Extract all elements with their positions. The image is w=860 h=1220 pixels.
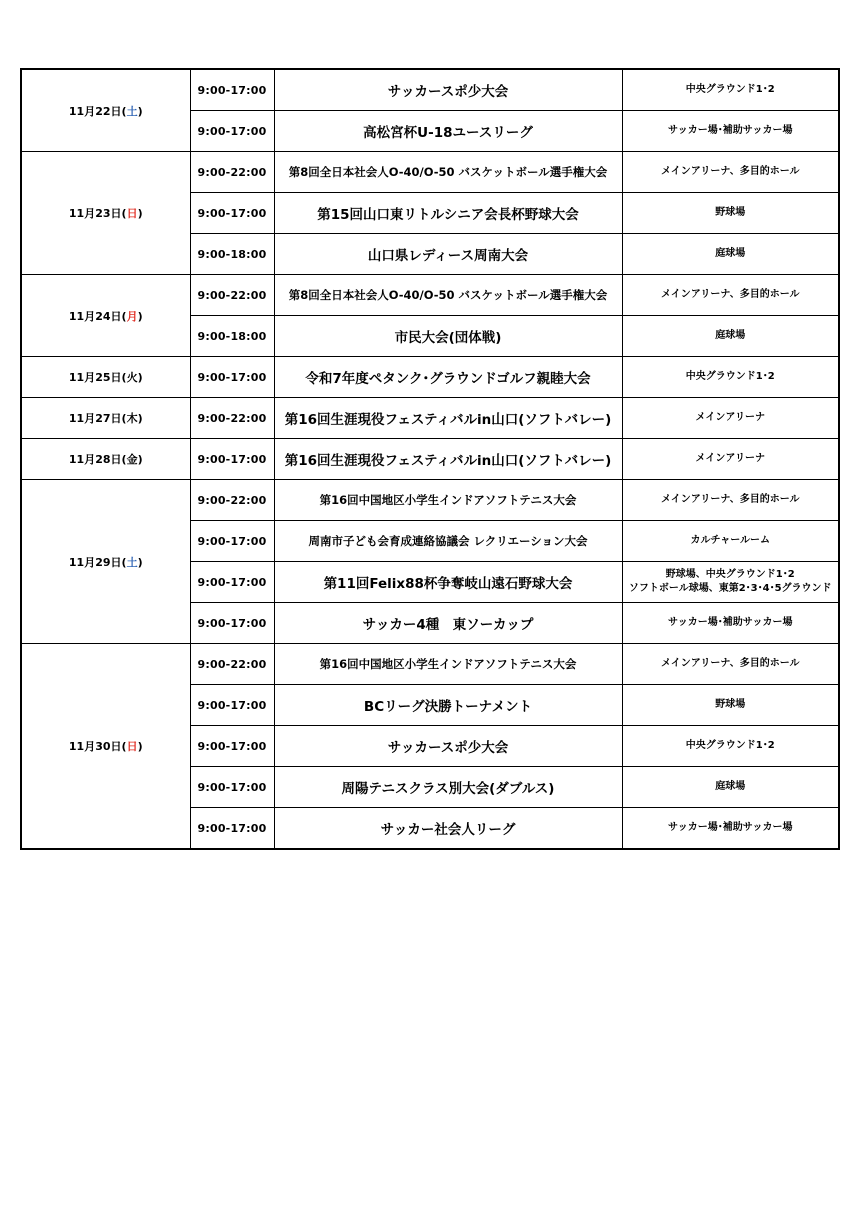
date-text: 11月29日 bbox=[68, 555, 122, 569]
venue-line: サッカー場･補助サッカー場 bbox=[667, 617, 793, 628]
time-cell: 9:00-17:00 bbox=[190, 726, 274, 767]
venue-line: メインアリーナ bbox=[695, 412, 765, 423]
date-cell bbox=[21, 357, 190, 398]
table-row bbox=[21, 357, 839, 398]
venue-line: ソフトボール球場、東第2･3･4･5グラウンド bbox=[628, 583, 832, 594]
weekday-text: 金 bbox=[126, 453, 138, 466]
schedule-body bbox=[21, 69, 839, 849]
venue-line: メインアリーナ、多目的ホール bbox=[661, 166, 800, 177]
date-cell bbox=[21, 480, 190, 644]
time-cell: 9:00-17:00 bbox=[190, 808, 274, 850]
event-name-cell: 周南市子ども会育成連絡協議会 レクリエーション大会 bbox=[274, 521, 622, 562]
time-cell: 9:00-17:00 bbox=[190, 357, 274, 398]
weekday-open-paren: ( bbox=[121, 104, 127, 118]
weekday-text: 日 bbox=[126, 740, 138, 753]
date-cell bbox=[21, 439, 190, 480]
venue-line: 中央グラウンド1･2 bbox=[685, 371, 775, 382]
venue-line: メインアリーナ、多目的ホール bbox=[661, 658, 800, 669]
venue-cell bbox=[622, 521, 839, 562]
venue-line: 野球場、中央グラウンド1･2 bbox=[665, 569, 795, 580]
venue-cell bbox=[622, 234, 839, 275]
time-cell: 9:00-18:00 bbox=[190, 234, 274, 275]
table-row bbox=[21, 480, 839, 521]
table-row bbox=[21, 69, 839, 111]
time-cell: 9:00-17:00 bbox=[190, 767, 274, 808]
weekday-text: 月 bbox=[126, 309, 138, 323]
venue-line: サッカー場･補助サッカー場 bbox=[667, 125, 793, 136]
time-cell: 9:00-17:00 bbox=[190, 69, 274, 111]
date-text: 11月23日 bbox=[68, 207, 122, 220]
venue-cell bbox=[622, 603, 839, 644]
venue-line: 中央グラウンド1･2 bbox=[685, 740, 775, 751]
venue-cell bbox=[622, 767, 839, 808]
venue-line: 中央グラウンド1･2 bbox=[685, 84, 775, 95]
weekday-open-paren: ( bbox=[121, 453, 127, 466]
table-row bbox=[21, 275, 839, 316]
venue-cell bbox=[622, 357, 839, 398]
date-cell bbox=[21, 69, 190, 152]
time-cell: 9:00-17:00 bbox=[190, 439, 274, 480]
time-cell: 9:00-17:00 bbox=[190, 521, 274, 562]
venue-line: メインアリーナ、多目的ホール bbox=[661, 494, 800, 505]
venue-cell bbox=[622, 69, 839, 111]
event-name-cell: サッカースポ少大会 bbox=[274, 69, 622, 111]
date-text: 11月28日 bbox=[68, 453, 122, 466]
weekday-close-paren: ) bbox=[137, 555, 143, 569]
venue-line: サッカー場･補助サッカー場 bbox=[667, 822, 793, 833]
table-row bbox=[21, 439, 839, 480]
venue-cell bbox=[622, 808, 839, 850]
venue-line: 野球場 bbox=[715, 699, 746, 710]
table-row bbox=[21, 398, 839, 439]
weekday-open-paren: ( bbox=[121, 207, 127, 220]
event-name-cell: 第16回中国地区小学生インドアソフトテニス大会 bbox=[274, 644, 622, 685]
schedule-table bbox=[20, 68, 840, 850]
weekday-text: 土 bbox=[126, 104, 138, 118]
venue-cell bbox=[622, 685, 839, 726]
venue-line: メインアリーナ、多目的ホール bbox=[661, 289, 800, 300]
time-cell: 9:00-17:00 bbox=[190, 193, 274, 234]
venue-cell bbox=[622, 152, 839, 193]
weekday-text: 日 bbox=[126, 207, 138, 220]
weekday-open-paren: ( bbox=[121, 555, 127, 569]
event-name-cell: 高松宮杯U-18ユースリーグ bbox=[274, 111, 622, 152]
event-name-cell: 令和7年度ペタンク･グラウンドゴルフ親睦大会 bbox=[274, 357, 622, 398]
date-cell bbox=[21, 152, 190, 275]
event-name-cell: 第15回山口東リトルシニア会長杯野球大会 bbox=[274, 193, 622, 234]
venue-cell bbox=[622, 316, 839, 357]
venue-line: カルチャールーム bbox=[690, 535, 770, 546]
date-text: 11月22日 bbox=[68, 104, 122, 118]
weekday-open-paren: ( bbox=[121, 740, 127, 753]
weekday-open-paren: ( bbox=[121, 371, 127, 384]
event-name-cell: 市民大会(団体戦) bbox=[274, 316, 622, 357]
time-cell: 9:00-18:00 bbox=[190, 316, 274, 357]
venue-line: 庭球場 bbox=[715, 781, 746, 792]
weekday-close-paren: ) bbox=[137, 453, 143, 466]
weekday-close-paren: ) bbox=[137, 740, 143, 753]
venue-cell bbox=[622, 193, 839, 234]
weekday-open-paren: ( bbox=[121, 412, 127, 425]
venue-cell bbox=[622, 275, 839, 316]
event-name-cell: サッカー4種 東ソーカップ bbox=[274, 603, 622, 644]
time-cell: 9:00-17:00 bbox=[190, 111, 274, 152]
venue-cell bbox=[622, 562, 839, 603]
weekday-text: 木 bbox=[126, 412, 138, 425]
venue-line: メインアリーナ bbox=[695, 453, 765, 464]
weekday-text: 土 bbox=[126, 555, 138, 569]
event-name-cell: 山口県レディース周南大会 bbox=[274, 234, 622, 275]
venue-cell bbox=[622, 726, 839, 767]
time-cell: 9:00-17:00 bbox=[190, 603, 274, 644]
weekday-close-paren: ) bbox=[137, 207, 143, 220]
weekday-close-paren: ) bbox=[137, 309, 143, 323]
event-name-cell: 第16回生涯現役フェスティバルin山口(ソフトバレー) bbox=[274, 439, 622, 480]
date-cell bbox=[21, 275, 190, 357]
event-name-cell: 周陽テニスクラス別大会(ダブルス) bbox=[274, 767, 622, 808]
event-name-cell: 第8回全日本社会人O-40/O-50 バスケットボール選手権大会 bbox=[274, 152, 622, 193]
date-text: 11月25日 bbox=[68, 371, 122, 384]
venue-cell bbox=[622, 111, 839, 152]
time-cell: 9:00-22:00 bbox=[190, 480, 274, 521]
event-name-cell: 第11回Felix88杯争奪岐山遠石野球大会 bbox=[274, 562, 622, 603]
table-row bbox=[21, 152, 839, 193]
date-text: 11月24日 bbox=[68, 309, 122, 323]
date-cell bbox=[21, 398, 190, 439]
weekday-close-paren: ) bbox=[137, 104, 143, 118]
venue-cell bbox=[622, 439, 839, 480]
time-cell: 9:00-22:00 bbox=[190, 644, 274, 685]
weekday-close-paren: ) bbox=[137, 371, 143, 384]
event-name-cell: サッカー社会人リーグ bbox=[274, 808, 622, 850]
venue-line: 庭球場 bbox=[715, 248, 746, 259]
time-cell: 9:00-22:00 bbox=[190, 398, 274, 439]
weekday-close-paren: ) bbox=[137, 412, 143, 425]
time-cell: 9:00-17:00 bbox=[190, 562, 274, 603]
date-text: 11月27日 bbox=[68, 412, 122, 425]
venue-cell bbox=[622, 480, 839, 521]
table-row bbox=[21, 644, 839, 685]
event-name-cell: 第8回全日本社会人O-40/O-50 バスケットボール選手権大会 bbox=[274, 275, 622, 316]
venue-line: 庭球場 bbox=[715, 330, 746, 341]
event-name-cell: サッカースポ少大会 bbox=[274, 726, 622, 767]
time-cell: 9:00-17:00 bbox=[190, 685, 274, 726]
time-cell: 9:00-22:00 bbox=[190, 275, 274, 316]
event-name-cell: 第16回生涯現役フェスティバルin山口(ソフトバレー) bbox=[274, 398, 622, 439]
weekday-text: 火 bbox=[126, 371, 138, 384]
venue-line: 野球場 bbox=[715, 207, 746, 218]
date-cell bbox=[21, 644, 190, 850]
venue-cell bbox=[622, 644, 839, 685]
venue-cell bbox=[622, 398, 839, 439]
event-name-cell: BCリーグ決勝トーナメント bbox=[274, 685, 622, 726]
event-name-cell: 第16回中国地区小学生インドアソフトテニス大会 bbox=[274, 480, 622, 521]
time-cell: 9:00-22:00 bbox=[190, 152, 274, 193]
date-text: 11月30日 bbox=[68, 740, 122, 753]
weekday-open-paren: ( bbox=[121, 309, 127, 323]
